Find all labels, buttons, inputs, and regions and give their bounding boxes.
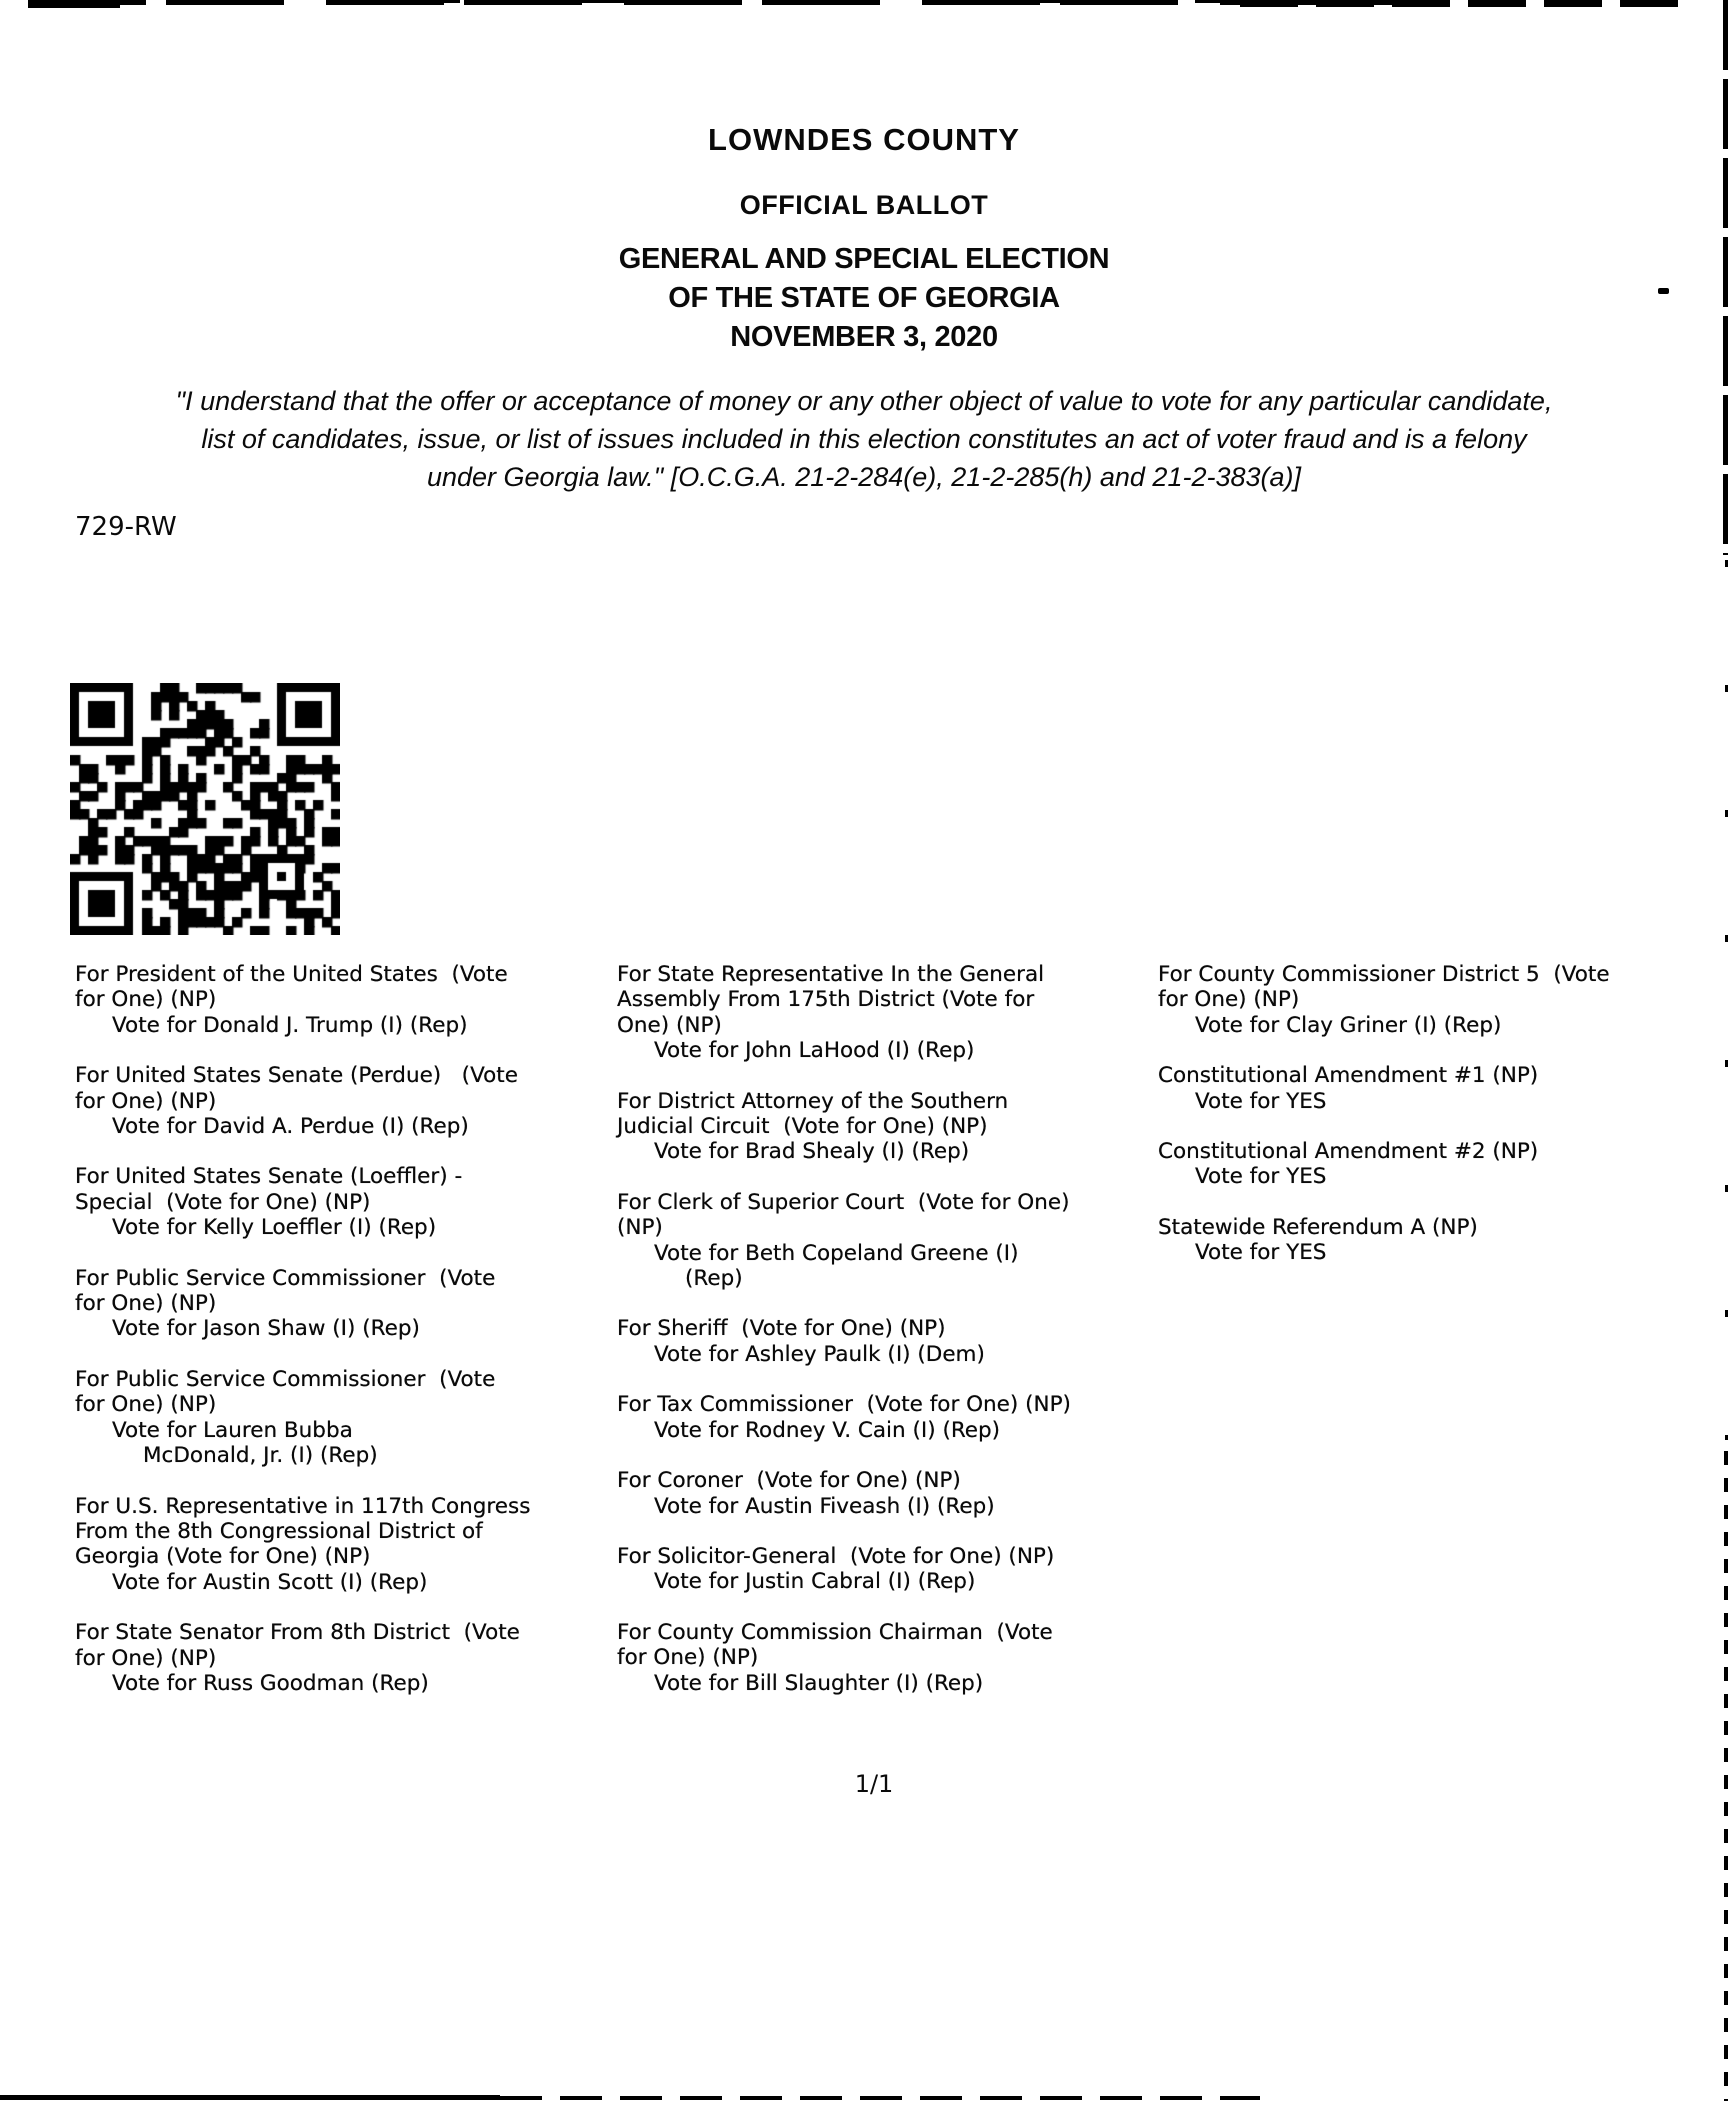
vote-selection-line: Vote for Bill Slaughter (I) (Rep): [654, 1670, 984, 1696]
vote-selection-line: Vote for Justin Cabral (I) (Rep): [654, 1569, 976, 1595]
vote-selection-line: (Rep): [685, 1266, 743, 1292]
scan-edge-top: [1240, 0, 1692, 7]
contest-title-line: Special (Vote for One) (NP): [75, 1189, 371, 1215]
contest-title-line: for One) (NP): [75, 987, 217, 1013]
qr-code: [70, 683, 340, 935]
contest-title-line: for One) (NP): [617, 1645, 759, 1671]
contest-title-line: Assembly From 175th District (Vote for: [617, 987, 1035, 1013]
contest-title-line: For State Senator From 8th District (Vote: [75, 1620, 520, 1646]
contest-title-line: for One) (NP): [75, 1088, 217, 1114]
contest-entry: [617, 1468, 1162, 1519]
contest-title-line: For County Commissioner District 5 (Vote: [1158, 962, 1610, 987]
ballot-column: [617, 962, 1162, 1721]
election-title-line: OF THE STATE OF GEORGIA: [668, 282, 1060, 314]
contest-title-line: For County Commission Chairman (Vote: [617, 1619, 1053, 1645]
contest-entry: [617, 962, 1162, 1064]
contest-title-line: Constitutional Amendment #2 (NP): [1158, 1139, 1539, 1165]
county-title: LOWNDES COUNTY: [708, 122, 1020, 157]
vote-selection-line: Vote for Donald J. Trump (I) (Rep): [112, 1012, 468, 1038]
scan-edge-top: [300, 0, 1260, 3]
contest-title-line: Constitutional Amendment #1 (NP): [1158, 1063, 1539, 1089]
contest-title-line: For Solicitor-General (Vote for One) (NP): [617, 1543, 1055, 1569]
contest-entry: [1158, 1215, 1703, 1266]
contest-entry: [75, 1266, 620, 1342]
scan-edge-bottom: [0, 2095, 500, 2100]
election-title-line: NOVEMBER 3, 2020: [730, 321, 998, 353]
contest-entry: [75, 1063, 620, 1139]
contest-title-line: For Clerk of Superior Court (Vote for One): [617, 1189, 1070, 1215]
page-number: 1/1: [854, 1770, 894, 1798]
scan-edge-bottom: [500, 2096, 1260, 2100]
vote-selection-line: Vote for Russ Goodman (Rep): [112, 1670, 429, 1696]
contest-entry: [1158, 1063, 1703, 1114]
vote-selection-line: Vote for Brad Shealy (I) (Rep): [654, 1139, 970, 1165]
vote-selection-line: Vote for YES: [1195, 1088, 1327, 1114]
contest-title-line: For President of the United States (Vote: [75, 962, 508, 987]
vote-selection-line: Vote for David A. Perdue (I) (Rep): [112, 1114, 469, 1140]
vote-selection-line: Vote for Kelly Loeffler (I) (Rep): [112, 1215, 437, 1241]
contest-title-line: For United States Senate (Loeffler) -: [75, 1164, 463, 1190]
vote-selection-line: Vote for Jason Shaw (I) (Rep): [112, 1316, 420, 1342]
contest-entry: [1158, 1139, 1703, 1190]
vote-selection-line: Vote for Ashley Paulk (I) (Dem): [654, 1341, 985, 1367]
contest-title-line: For Tax Commissioner (Vote for One) (NP): [617, 1392, 1071, 1418]
contest-title-line: For United States Senate (Perdue) (Vote: [75, 1063, 518, 1089]
contest-title-line: For U.S. Representative in 117th Congress: [75, 1493, 531, 1519]
election-title: [0, 240, 1728, 357]
contest-title-line: for One) (NP): [75, 1291, 217, 1317]
voter-fraud-disclaimer: [30, 382, 1698, 496]
vote-selection-line: Vote for YES: [1195, 1164, 1327, 1190]
vote-selection-line: Vote for Rodney V. Cain (I) (Rep): [654, 1417, 1001, 1443]
contest-entry: [1158, 962, 1703, 1038]
contest-entry: [75, 1164, 620, 1240]
contest-title-line: Georgia (Vote for One) (NP): [75, 1544, 371, 1570]
contest-title-line: (NP): [617, 1215, 663, 1241]
contest-title-line: for One) (NP): [75, 1392, 217, 1418]
disclaimer-line: list of candidates, issue, or list of issues included in this election constitutes an act of voter fraud and is a felony: [201, 424, 1527, 454]
contest-entry: [617, 1620, 1162, 1696]
contest-entry: [617, 1392, 1162, 1443]
vote-selection-line: Vote for YES: [1195, 1240, 1327, 1266]
vote-selection-line: Vote for John LaHood (I) (Rep): [654, 1038, 975, 1064]
contest-title-line: One) (NP): [617, 1012, 722, 1038]
ballot-column: [75, 962, 620, 1721]
contest-entry: [75, 1620, 620, 1696]
precinct-code: 729-RW: [75, 512, 177, 542]
vote-selection-line: Vote for Beth Copeland Greene (I): [654, 1240, 1019, 1266]
contest-title-line: for One) (NP): [1158, 987, 1300, 1013]
contest-title-line: For Sheriff (Vote for One) (NP): [617, 1316, 946, 1342]
scan-edge-top: [28, 0, 120, 8]
contest-title-line: For Public Service Commissioner (Vote: [75, 1366, 496, 1392]
vote-selection-line: Vote for Lauren Bubba: [112, 1417, 353, 1443]
contest-title-line: Statewide Referendum A (NP): [1158, 1214, 1478, 1240]
contest-entry: [617, 1544, 1162, 1595]
contest-entry: [617, 1190, 1162, 1292]
contest-title-line: For Public Service Commissioner (Vote: [75, 1265, 496, 1291]
contest-title-line: For District Attorney of the Southern: [617, 1088, 1009, 1114]
vote-selection-line: McDonald, Jr. (I) (Rep): [143, 1443, 378, 1469]
disclaimer-line: "I understand that the offer or acceptance of money or any other object of value to vote for any particular candidate,: [175, 386, 1553, 416]
contest-title-line: for One) (NP): [75, 1645, 217, 1671]
election-title-line: GENERAL AND SPECIAL ELECTION: [618, 243, 1110, 275]
ballot-type-title: OFFICIAL BALLOT: [739, 190, 989, 220]
contest-entry: [617, 1089, 1162, 1165]
contest-title-line: From the 8th Congressional District of: [75, 1518, 483, 1544]
contest-entry: [617, 1316, 1162, 1367]
contest-entry: [75, 1367, 620, 1469]
contest-title-line: For State Representative In the General: [617, 962, 1045, 987]
disclaimer-line: under Georgia law." [O.C.G.A. 21-2-284(e), 21-2-285(h) and 21-2-383(a)]: [426, 462, 1302, 492]
contest-title-line: Judicial Circuit (Vote for One) (NP): [617, 1114, 988, 1140]
contest-title-line: For Coroner (Vote for One) (NP): [617, 1468, 961, 1494]
contest-entry: [75, 1494, 620, 1596]
contest-entry: [75, 962, 620, 1038]
vote-selection-line: Vote for Austin Fiveash (I) (Rep): [654, 1493, 995, 1519]
vote-selection-line: Vote for Clay Griner (I) (Rep): [1195, 1012, 1502, 1038]
vote-selection-line: Vote for Austin Scott (I) (Rep): [112, 1569, 428, 1595]
scan-edge-top: [28, 0, 1440, 5]
ballot-column: [1158, 962, 1703, 1291]
